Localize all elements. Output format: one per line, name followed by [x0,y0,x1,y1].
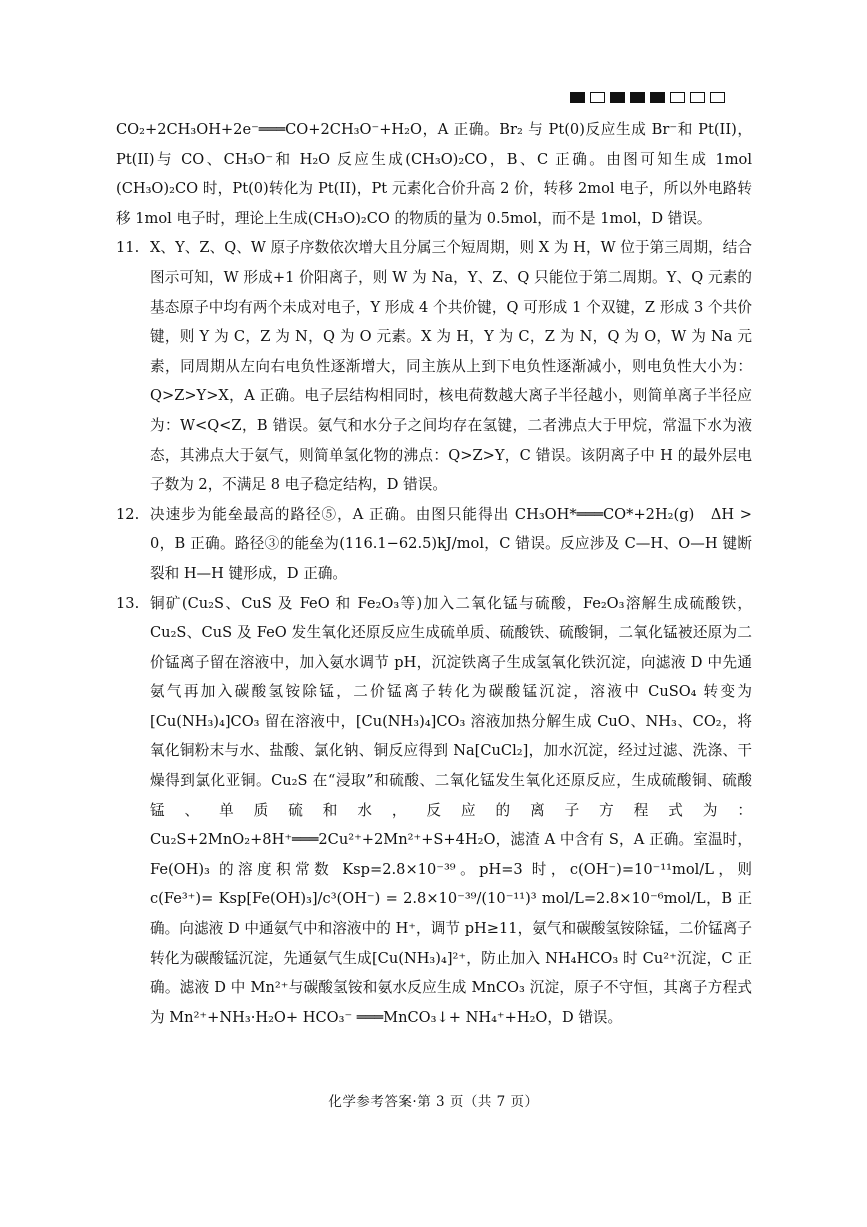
progress-square [630,92,645,103]
continuation-paragraph: CO₂+2CH₃OH+2e⁻═══CO+2CH₃O⁻+H₂O，A 正确。Br₂ 与 Pt(0)反应生成 Br⁻和 Pt(II)，Pt(II)与 CO、CH₃O⁻和 H₂O 反应生成(CH₃O)₂CO，B、C 正确。由图可知生成 1mol (CH₃O)₂CO 时，Pt(0)转化为 Pt(II)，Pt 元素化合价升高 2 价，转移 2mol 电子，所以外电路转移 1mol 电子时，理论上生成(CH₃O)₂CO 的物质的量为 0.5mol，而不是 1mol，D 错误。 [116,121,752,227]
progress-square [590,92,605,103]
progress-square [570,92,585,103]
question-number: 11. [116,239,140,257]
progress-square [610,92,625,103]
question-number: 13. [116,594,140,612]
progress-square [710,92,725,103]
progress-square [670,92,685,103]
answer-content [116,115,752,1032]
question-explanation: X、Y、Z、Q、W 原子序数依次增大且分属三个短周期，则 X 为 H，W 位于第三周期，结合图示可知，W 形成+1 价阳离子，则 W 为 Na，Y、Z、Q 只能位于第二周期。Y、Q 元素的基态原子中均有两个未成对电子，Y 形成 4 个共价键，Q 可形成 1 个双键，Z 形成 3 个共价键，则 Y 为 C，Z 为 N，Q 为 O 元素。X 为 H，Y 为 C，Z 为 N，Q 为 O，W 为 Na 元素，同周期从左向右电负性逐渐增大，同主族从上到下电负性逐渐减小，则电负性大小为：Q>Z>Y>X，A 正确。电子层结构相同时，核电荷数越大离子半径越小，则简单离子半径应为：W<Q<Z，B 错误。氨气和水分子之间均存在氢键，二者沸点大于甲烷，常温下水为液态，其沸点大于氨气，则简单氢化物的沸点：Q>Z>Y，C 错误。该阴离子中 H 的最外层电子数为 2，不满足 8 电子稳定结构，D 错误。 [150,239,752,494]
question-12 [116,500,752,589]
question-number: 12. [116,505,140,523]
page-progress-squares [570,92,725,103]
question-11 [116,233,752,499]
progress-square [690,92,705,103]
question-explanation: 铜矿(Cu₂S、CuS 及 FeO 和 Fe₂O₃等)加入二氧化锰与硫酸，Fe₂O₃溶解生成硫酸铁，Cu₂S、CuS 及 FeO 发生氧化还原反应生成硫单质、硫酸铁、硫酸铜，二氧化锰被还原为二价锰离子留在溶液中，加入氨水调节 pH，沉淀铁离子生成氢氧化铁沉淀，向滤液 D 中先通氨气再加入碳酸氢铵除锰，二价锰离子转化为碳酸锰沉淀，溶液中 CuSO₄ 转变为[Cu(NH₃)₄]CO₃ 留在溶液中，[Cu(NH₃)₄]CO₃ 溶液加热分解生成 CuO、NH₃、CO₂，将氧化铜粉末与水、盐酸、氯化钠、铜反应得到 Na[CuCl₂]，加水沉淀，经过过滤、洗涤、干燥得到氯化亚铜。Cu₂S 在“浸取”和硫酸、二氧化锰发生氧化还原反应，生成硫酸铜、硫酸锰、单质硫和水，反应的离子方程式为：Cu₂S+2MnO₂+8H⁺═══2Cu²⁺+2Mn²⁺+S+4H₂O，滤渣 A 中含有 S，A 正确。室温时，Fe(OH)₃ 的溶度积常数 Ksp=2.8×10⁻³⁹。pH=3 时，c(OH⁻)=10⁻¹¹mol/L，则 c(Fe³⁺)= Ksp[Fe(OH)₃]/c³(OH⁻) = 2.8×10⁻³⁹/(10⁻¹¹)³ mol/L=2.8×10⁻⁶mol/L，B 正确。向滤液 D 中通氨气中和溶液中的 H⁺，调节 pH≥11，氨气和碳酸氢铵除锰，二价锰离子转化为碳酸锰沉淀，先通氨气生成[Cu(NH₃)₄]²⁺，防止加入 NH₄HCO₃ 时 Cu²⁺沉淀，C 正确。滤液 D 中 Mn²⁺与碳酸氢铵和氨水反应生成 MnCO₃ 沉淀，原子不守恒，其离子方程式为 Mn²⁺+NH₃·H₂O+ HCO₃⁻ ═══MnCO₃↓+ NH₄⁺+H₂O，D 错误。 [150,594,752,1026]
progress-square [650,92,665,103]
question-13 [116,589,752,1033]
page-footer: 化学参考答案·第 3 页（共 7 页） [328,1094,539,1110]
question-explanation: 决速步为能垒最高的路径⑤，A 正确。由图只能得出 CH₃OH*═══CO*+2H₂(g) ΔH > 0，B 正确。路径③的能垒为(116.1−62.5)kJ/mol，C 错误。反应涉及 C—H、O—H 键断裂和 H—H 键形成，D 正确。 [150,505,752,582]
